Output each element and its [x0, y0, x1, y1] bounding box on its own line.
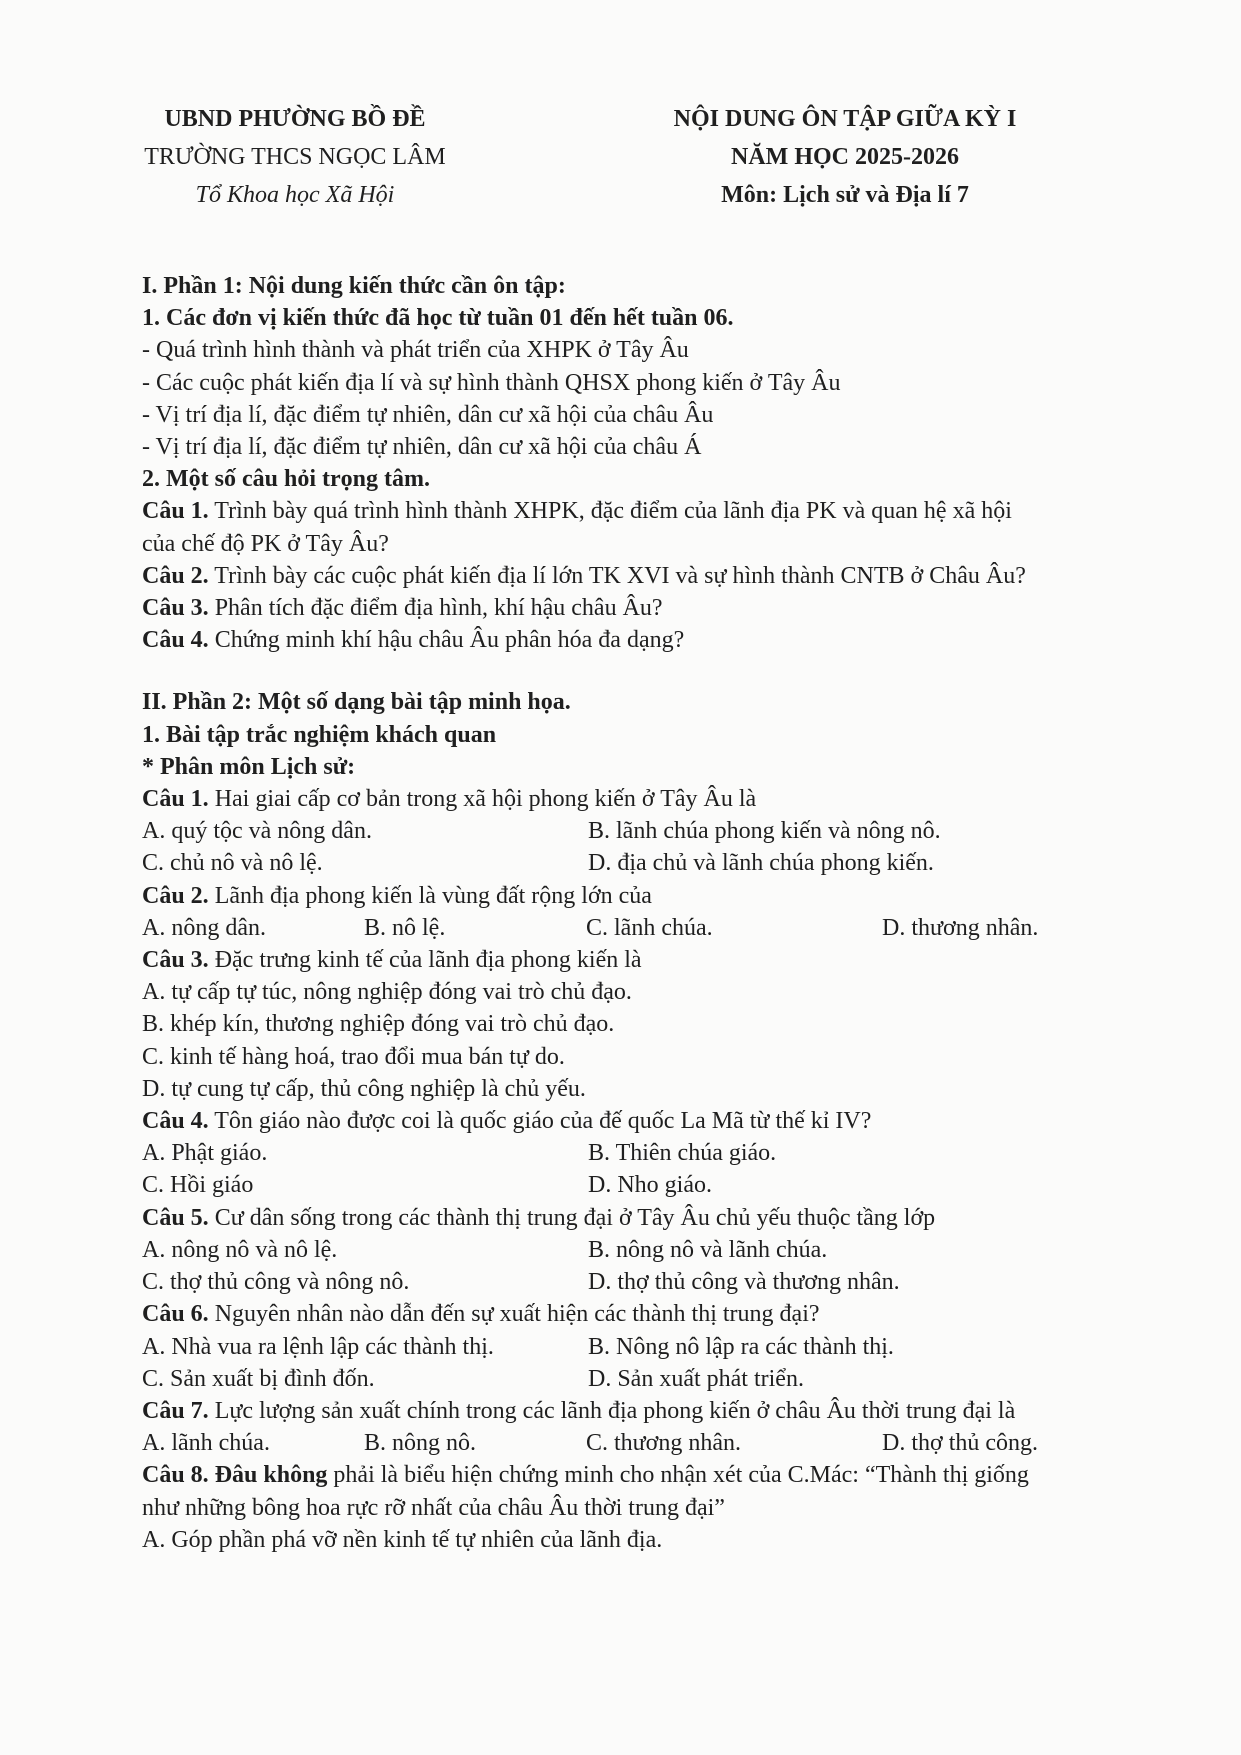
part1-sub1: 1. Các đơn vị kiến thức đã học từ tuần 01 đến hết tuần 06.: [142, 305, 734, 332]
question-text: Chứng minh khí hậu châu Âu phân hóa đa dạng?: [208, 627, 685, 654]
option-b: B. lãnh chúa phong kiến và nông nô.: [588, 818, 941, 845]
header-right: [610, 100, 1080, 214]
option-a: A. nông dân.: [142, 914, 266, 941]
options-row: [142, 815, 1162, 847]
option-b: B. Nông nô lập ra các thành thị.: [588, 1333, 894, 1360]
question-text: Phân tích đặc điểm địa hình, khí hậu châu Âu?: [208, 595, 663, 622]
option-c: C. chủ nô và nô lệ.: [142, 850, 323, 877]
question-label: Câu 3.: [142, 595, 209, 622]
option-a: A. Phật giáo.: [142, 1140, 268, 1167]
question-3: [142, 592, 1162, 624]
document-body: [142, 270, 1162, 1556]
mcq-5: [142, 1202, 1162, 1234]
option-a: A. quý tộc và nông dân.: [142, 818, 372, 845]
option-c: C. thương nhân.: [586, 1430, 742, 1457]
question-text: Đặc trưng kinh tế của lãnh địa phong kiến là: [208, 947, 642, 974]
option-c: C. lãnh chúa.: [586, 914, 713, 941]
question-label: Câu 2.: [142, 562, 209, 589]
mcq-3: [142, 944, 1162, 976]
question-label: Câu 7.: [142, 1397, 209, 1424]
question-label: Câu 6.: [142, 1301, 209, 1328]
question-text: Cư dân sống trong các thành thị trung đại ở Tây Âu chủ yếu thuộc tầng lớp: [208, 1204, 936, 1231]
question-label: Câu 4.: [142, 1108, 209, 1135]
question-text: Tôn giáo nào được coi là quốc giáo của đế quốc La Mã từ thế kỉ IV?: [208, 1108, 872, 1135]
question-1: [142, 495, 1162, 527]
list-item: - Vị trí địa lí, đặc điểm tự nhiên, dân cư xã hội của châu Âu: [142, 401, 714, 428]
list-item: - Quá trình hình thành và phát triển của XHPK ở Tây Âu: [142, 337, 689, 364]
options-row: [142, 847, 1162, 879]
option-d: D. Nho giáo.: [588, 1172, 712, 1199]
options-row: [142, 1427, 1162, 1459]
options-row: [142, 1331, 1162, 1363]
question-label: Câu 1.: [142, 786, 209, 813]
options-row: [142, 1234, 1162, 1266]
list-item: - Các cuộc phát kiến địa lí và sự hình thành QHSX phong kiến ở Tây Âu: [142, 369, 841, 396]
question-label: Câu 8.: [142, 1462, 209, 1489]
question-text: Lực lượng sản xuất chính trong các lãnh địa phong kiến ở châu Âu thời trung đại là: [208, 1397, 1016, 1424]
department-name: Tổ Khoa học Xã Hội: [195, 182, 395, 208]
option-a: A. lãnh chúa.: [142, 1430, 270, 1457]
mcq-6: [142, 1298, 1162, 1330]
option-d: D. thợ thủ công và thương nhân.: [588, 1269, 900, 1296]
mcq-8-cont: như những bông hoa rực rỡ nhất của châu Âu thời trung đại”: [142, 1494, 725, 1521]
part2-history-heading: * Phân môn Lịch sử:: [142, 753, 356, 780]
question-text: phải là biểu hiện chứng minh cho nhận xét của C.Mác: “Thành thị giống: [327, 1462, 1029, 1489]
school-year: NĂM HỌC 2025-2026: [731, 144, 959, 170]
option-a: A. nông nô và nô lệ.: [142, 1236, 338, 1263]
question-label: Câu 4.: [142, 627, 209, 654]
option-b: B. khép kín, thương nghiệp đóng vai trò chủ đạo.: [142, 1011, 615, 1038]
mcq-1: [142, 783, 1162, 815]
option-b: B. Thiên chúa giáo.: [588, 1140, 777, 1167]
list-item: - Vị trí địa lí, đặc điểm tự nhiên, dân cư xã hội của châu Á: [142, 434, 702, 461]
option-a: A. tự cấp tự túc, nông nghiệp đóng vai trò chủ đạo.: [142, 979, 632, 1006]
part2-title: II. Phần 2: Một số dạng bài tập minh họa.: [142, 689, 571, 716]
option-c: C. Hồi giáo: [142, 1172, 254, 1199]
question-emphasis: Đâu không: [208, 1462, 328, 1489]
part1-sub2: 2. Một số câu hỏi trọng tâm.: [142, 466, 430, 493]
option-b: B. nông nô và lãnh chúa.: [588, 1236, 828, 1263]
option-d: D. thương nhân.: [882, 914, 1039, 941]
option-c: C. thợ thủ công và nông nô.: [142, 1269, 410, 1296]
options-row: [142, 1169, 1162, 1201]
mcq-4: [142, 1105, 1162, 1137]
school-name: TRƯỜNG THCS NGỌC LÂM: [144, 144, 446, 170]
question-label: Câu 5.: [142, 1204, 209, 1231]
option-d: D. địa chủ và lãnh chúa phong kiến.: [588, 850, 934, 877]
question-text: Trình bày quá trình hình thành XHPK, đặc điểm của lãnh địa PK và quan hệ xã hội: [208, 498, 1012, 525]
mcq-8: [142, 1459, 1162, 1491]
option-c: C. kinh tế hàng hoá, trao đổi mua bán tự do.: [142, 1043, 565, 1070]
options-row: [142, 1137, 1162, 1169]
option-d: D. Sản xuất phát triển.: [588, 1365, 804, 1392]
question-label: Câu 3.: [142, 947, 209, 974]
option-a: A. Góp phần phá vỡ nền kinh tế tự nhiên của lãnh địa.: [142, 1526, 663, 1553]
question-text: Trình bày các cuộc phát kiến địa lí lớn TK XVI và sự hình thành CNTB ở Châu Âu?: [208, 562, 1026, 589]
header-left: [100, 100, 490, 214]
question-text: Lãnh địa phong kiến là vùng đất rộng lớn của: [208, 882, 652, 909]
subject-name: Môn: Lịch sử và Địa lí 7: [721, 182, 969, 208]
question-text: Hai giai cấp cơ bản trong xã hội phong kiến ở Tây Âu là: [208, 786, 757, 813]
part2-sub1: 1. Bài tập trắc nghiệm khách quan: [142, 721, 497, 748]
part1-title: I. Phần 1: Nội dung kiến thức cần ôn tập:: [142, 273, 566, 299]
question-2: [142, 560, 1162, 592]
option-a: A. Nhà vua ra lệnh lập các thành thị.: [142, 1333, 494, 1360]
option-d: D. tự cung tự cấp, thủ công nghiệp là chủ yếu.: [142, 1075, 586, 1102]
option-b: B. nô lệ.: [364, 914, 446, 941]
question-text: Nguyên nhân nào dẫn đến sự xuất hiện các thành thị trung đại?: [208, 1301, 820, 1328]
option-d: D. thợ thủ công.: [882, 1430, 1039, 1457]
question-label: Câu 2.: [142, 882, 209, 909]
question-1-cont: của chế độ PK ở Tây Âu?: [142, 530, 389, 557]
question-4: [142, 624, 1162, 656]
options-row: [142, 1363, 1162, 1395]
options-row: [142, 1266, 1162, 1298]
question-label: Câu 1.: [142, 498, 209, 525]
authority-name: UBND PHƯỜNG BỒ ĐỀ: [164, 106, 426, 132]
mcq-2: [142, 880, 1162, 912]
mcq-7: [142, 1395, 1162, 1427]
options-row: [142, 912, 1162, 944]
spacer: [142, 656, 1162, 686]
doc-title: NỘI DUNG ÔN TẬP GIỮA KỲ I: [673, 106, 1017, 132]
option-b: B. nông nô.: [364, 1430, 477, 1457]
option-c: C. Sản xuất bị đình đốn.: [142, 1365, 375, 1392]
